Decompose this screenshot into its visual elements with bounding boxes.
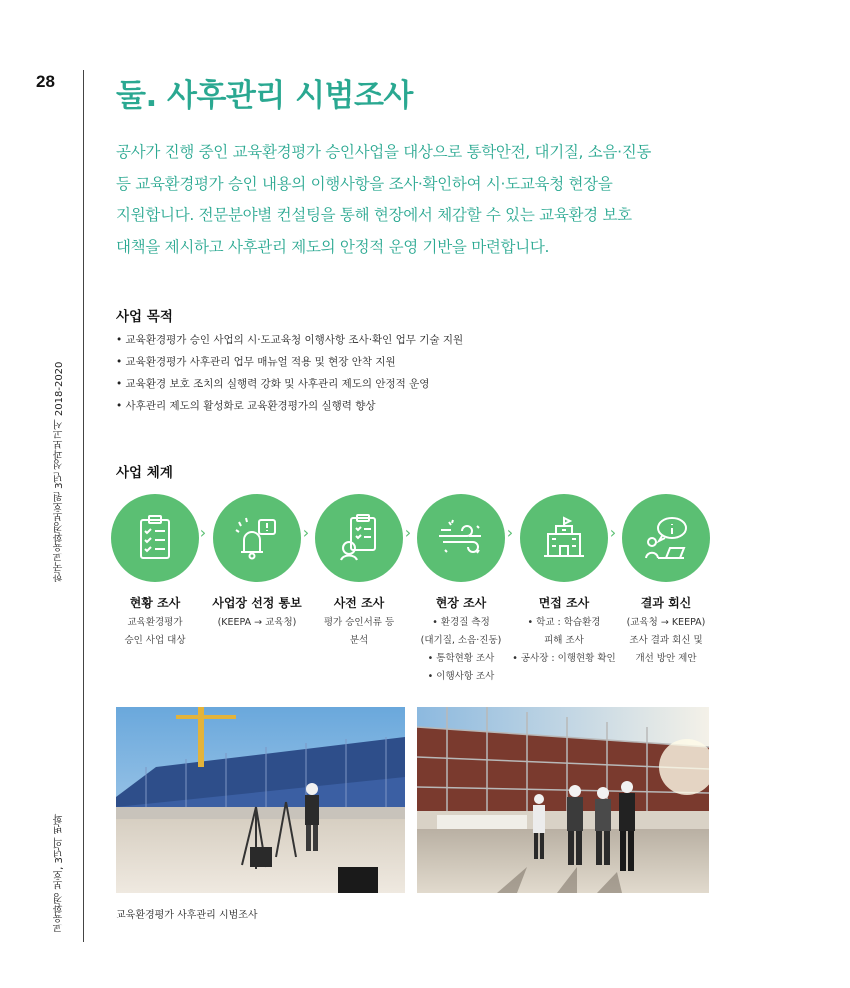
- page-title: 둘. 사후관리 시범조사: [116, 78, 413, 114]
- page-number: 28: [36, 72, 55, 91]
- margin-divider: [83, 70, 84, 942]
- flow-arrow-icon: ›: [506, 523, 514, 542]
- step-title: 사전 조사: [333, 596, 385, 610]
- intro-line: 공사가 진행 중인 교육환경평가 승인사업을 대상으로 통학안전, 대기질, 소음·진동: [116, 143, 652, 161]
- step-circle: [213, 494, 301, 582]
- step-title: 현장 조사: [435, 596, 487, 610]
- site-survey-photo-1: [116, 707, 405, 893]
- clipboard-checklist-icon: [127, 510, 183, 566]
- report-laptop-icon: [638, 510, 694, 566]
- intro-paragraph: [116, 137, 736, 263]
- purpose-list: [116, 329, 463, 417]
- air-wind-icon: [433, 510, 489, 566]
- purpose-item: • 교육환경평가 승인 사업의 시·도교육청 이행사항 조사·확인 업무 기술 지원: [116, 329, 463, 351]
- intro-line: 대책을 제시하고 사후관리 제도의 안정적 운영 기반을 마련합니다.: [116, 237, 550, 256]
- step-title: 현황 조사: [129, 596, 181, 610]
- step-title: 면접 조사: [538, 596, 590, 610]
- purpose-item: • 교육환경평가 사후관리 업무 매뉴얼 적용 및 현장 안착 지원: [116, 351, 463, 373]
- step-desc: • 학교 : 학습환경 피해 조사 • 공사장 : 이행현황 확인: [512, 617, 616, 664]
- step-circle: [417, 494, 505, 582]
- photo-caption: 교육환경평가 사후관리 시범조사: [116, 910, 258, 921]
- side-running-title: 한국교육환경보호원 3년 성과보고서 2018-2020: [54, 361, 65, 582]
- intro-line: 등 교육환경평가 승인 내용의 이행사항을 조사·확인하여 시·도교육청 현장을: [116, 174, 613, 193]
- flow-arrow-icon: ›: [302, 523, 310, 542]
- site-survey-photo-2: [417, 707, 709, 893]
- step-circle: [111, 494, 199, 582]
- side-section-title: 교육환경 보호, 3년의 변화: [54, 813, 65, 933]
- document-review-icon: [331, 510, 387, 566]
- step-title: 사업장 선정 통보: [212, 596, 302, 610]
- flow-step-result-reply: [596, 494, 736, 668]
- purpose-item: • 사후관리 제도의 활성화로 교육환경평가의 실행력 향상: [116, 395, 463, 417]
- flow-arrow-icon: ›: [199, 523, 207, 542]
- step-circle: [315, 494, 403, 582]
- bell-notification-icon: [229, 510, 285, 566]
- purpose-item: • 교육환경 보호 조치의 실행력 강화 및 사후관리 제도의 안정적 운영: [116, 373, 463, 395]
- step-circle: [622, 494, 710, 582]
- school-building-icon: [536, 510, 592, 566]
- step-circle: [520, 494, 608, 582]
- step-desc: • 환경질 측정 (대기질, 소음·진동) • 통학현황 조사 • 이행사항 조사: [420, 617, 502, 682]
- flow-arrow-icon: ›: [404, 523, 412, 542]
- flow-arrow-icon: ›: [609, 523, 617, 542]
- purpose-heading: 사업 목적: [116, 309, 173, 325]
- step-desc: (KEEPA → 교육청): [217, 617, 297, 628]
- step-desc: 평가 승인서류 등 분석: [323, 617, 395, 646]
- step-title: 결과 회신: [640, 596, 692, 610]
- system-heading: 사업 체계: [116, 465, 173, 481]
- intro-line: 지원합니다. 전문분야별 컨설팅을 통해 현장에서 체감할 수 있는 교육환경 보호: [116, 206, 632, 224]
- step-desc: (교육청 → KEEPA) 조사 결과 회신 및 개선 방안 제안: [626, 617, 706, 664]
- step-desc: 교육환경평가 승인 사업 대상: [124, 617, 186, 646]
